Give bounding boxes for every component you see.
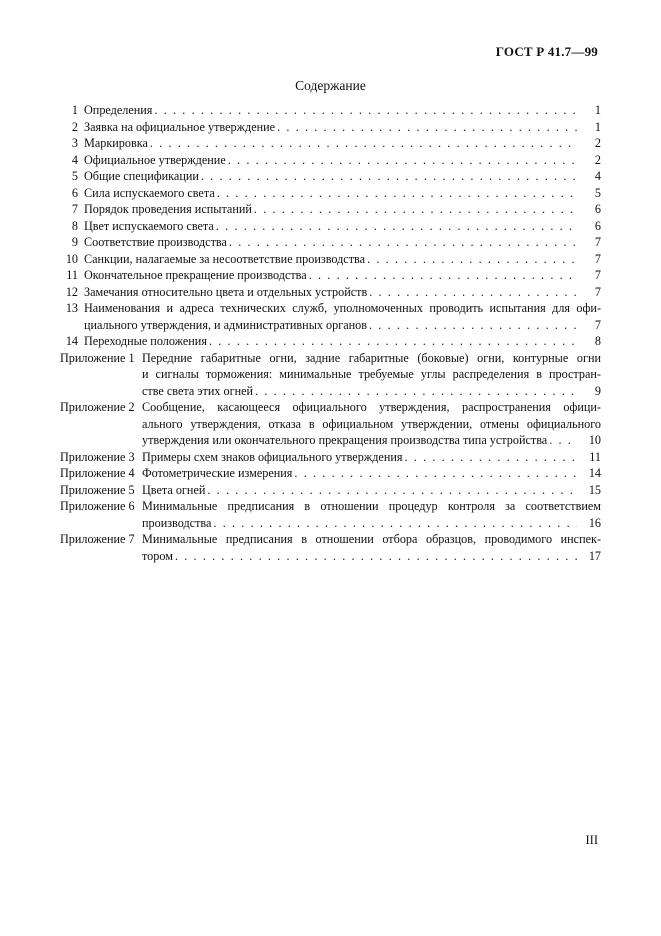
entry-last-line bbox=[142, 449, 601, 466]
entry-title: Официальное утверждение bbox=[84, 152, 226, 167]
entry-title: Порядок проведения испытаний bbox=[84, 202, 252, 216]
entry-title: Маркировка bbox=[84, 136, 148, 150]
entry-last-line bbox=[84, 284, 601, 301]
entry-last-line bbox=[84, 234, 601, 251]
entry-title-line: Передние габаритные огни, задние габаритные (боковые) огни, контурные огни bbox=[142, 350, 601, 365]
entry-body bbox=[84, 102, 601, 119]
entry-body bbox=[84, 152, 601, 169]
page-ref: 4 bbox=[594, 169, 601, 183]
toc-appendix-entry[interactable] bbox=[60, 465, 601, 482]
page-ref: 17 bbox=[588, 548, 601, 563]
appendix-label: Приложение 2 bbox=[60, 400, 135, 414]
entry-last-line bbox=[84, 119, 601, 136]
page-ref: 1 bbox=[594, 103, 601, 117]
toc-appendix-entry[interactable] bbox=[60, 449, 601, 466]
page-ref: 5 bbox=[594, 185, 601, 200]
entry-title: Заявка на официальное утверждение bbox=[84, 119, 276, 134]
section-number: 4 bbox=[71, 152, 78, 167]
leader-dots bbox=[229, 234, 577, 251]
page-number: III bbox=[585, 833, 598, 847]
appendix-label: Приложение 5 bbox=[60, 482, 135, 497]
entry-last-line bbox=[84, 168, 601, 185]
page-ref: 2 bbox=[594, 136, 601, 150]
section-number: 11 bbox=[66, 268, 78, 282]
toc-entry[interactable] bbox=[60, 135, 601, 152]
entry-last-line bbox=[84, 317, 601, 334]
page-ref: 15 bbox=[588, 482, 601, 497]
toc-appendix-entry[interactable] bbox=[60, 350, 601, 400]
entry-title: стве света этих огней bbox=[142, 383, 254, 398]
entry-title: утверждения или окончательного прекращения производства типа устройства bbox=[142, 433, 548, 447]
toc-entry[interactable] bbox=[60, 251, 601, 268]
entry-title: циального утверждения, и административных органов bbox=[84, 317, 367, 332]
entry-title: Цвета огней bbox=[142, 482, 206, 497]
page-ref: 14 bbox=[588, 466, 601, 480]
entry-title: Соответствие производства bbox=[84, 235, 227, 249]
entry-body bbox=[142, 498, 601, 531]
leader-dots bbox=[154, 102, 577, 119]
entry-last-line bbox=[84, 152, 601, 169]
entry-body bbox=[84, 267, 601, 284]
entry-title-line: и сигналы торможения: минимальные требуемые углы распределения в простран- bbox=[142, 367, 601, 381]
toc-entry[interactable] bbox=[60, 234, 601, 251]
entry-last-line bbox=[142, 465, 601, 482]
toc-appendix-entry[interactable] bbox=[60, 399, 601, 449]
entry-last-line bbox=[142, 482, 601, 499]
entry-body bbox=[84, 135, 601, 152]
leader-dots bbox=[277, 119, 577, 136]
section-number: 1 bbox=[71, 103, 78, 117]
document-code: ГОСТ Р 41.7—99 bbox=[495, 44, 598, 59]
leader-dots bbox=[175, 548, 577, 565]
entry-last-line bbox=[142, 548, 601, 565]
toc-entry[interactable] bbox=[60, 152, 601, 169]
page-ref: 7 bbox=[594, 317, 601, 332]
entry-title: производства bbox=[142, 515, 212, 530]
table-of-contents bbox=[60, 102, 601, 564]
entry-last-line bbox=[84, 251, 601, 268]
page-ref: 2 bbox=[594, 152, 601, 167]
leader-dots bbox=[254, 201, 577, 218]
entry-title-line: Сообщение, касающееся официального утверждения, распространения офици- bbox=[142, 400, 601, 414]
section-number: 12 bbox=[65, 284, 78, 299]
entry-body bbox=[84, 333, 601, 350]
leader-dots bbox=[549, 432, 577, 449]
appendix-label: Приложение 6 bbox=[60, 499, 135, 513]
toc-appendix-entry[interactable] bbox=[60, 482, 601, 499]
section-number: 9 bbox=[71, 235, 78, 249]
toc-entry[interactable] bbox=[60, 119, 601, 136]
entry-last-line bbox=[84, 185, 601, 202]
entry-title-line: ального утверждения, отказа в официальном утверждении, отмены официального bbox=[142, 416, 601, 431]
entry-body bbox=[142, 449, 601, 466]
toc-title: Содержание bbox=[295, 78, 366, 93]
entry-body bbox=[84, 201, 601, 218]
page-ref: 9 bbox=[594, 383, 601, 398]
section-number: 3 bbox=[71, 136, 78, 150]
toc-entry[interactable] bbox=[60, 168, 601, 185]
leader-dots bbox=[228, 152, 577, 169]
entry-body bbox=[84, 168, 601, 185]
toc-entry[interactable] bbox=[60, 185, 601, 202]
entry-last-line bbox=[84, 102, 601, 119]
leader-dots bbox=[255, 383, 577, 400]
leader-dots bbox=[209, 333, 577, 350]
toc-entry[interactable] bbox=[60, 267, 601, 284]
leader-dots bbox=[201, 168, 577, 185]
section-number: 14 bbox=[65, 334, 78, 348]
leader-dots bbox=[150, 135, 577, 152]
entry-title: Сила испускаемого света bbox=[84, 185, 215, 200]
page-ref: 16 bbox=[588, 515, 601, 530]
entry-body bbox=[84, 284, 601, 301]
entry-last-line bbox=[142, 432, 601, 449]
page-ref: 7 bbox=[594, 284, 601, 299]
entry-body bbox=[142, 531, 601, 564]
entry-body bbox=[84, 234, 601, 251]
section-number: 8 bbox=[71, 218, 78, 233]
entry-title-line: Наименования и адреса технических служб, уполномоченных проводить испытания для офи- bbox=[84, 301, 601, 315]
entry-body bbox=[142, 465, 601, 482]
entry-title: Общие спецификации bbox=[84, 169, 199, 183]
section-number: 7 bbox=[71, 202, 78, 216]
leader-dots bbox=[216, 218, 577, 235]
leader-dots bbox=[207, 482, 577, 499]
page-ref: 7 bbox=[594, 251, 601, 266]
toc-entry[interactable] bbox=[60, 201, 601, 218]
entry-title: Санкции, налагаемые за несоответствие производства bbox=[84, 251, 366, 266]
toc-entry[interactable] bbox=[60, 333, 601, 350]
toc-appendix-entry[interactable] bbox=[60, 498, 601, 531]
entry-last-line bbox=[142, 515, 601, 532]
section-number: 2 bbox=[71, 119, 78, 134]
entry-title: Фотометрические измерения bbox=[142, 466, 293, 480]
entry-last-line bbox=[84, 267, 601, 284]
leader-dots bbox=[404, 449, 577, 466]
section-number: 6 bbox=[71, 185, 78, 200]
section-number: 5 bbox=[71, 169, 78, 183]
page-ref: 7 bbox=[594, 268, 601, 282]
leader-dots bbox=[294, 465, 577, 482]
entry-body bbox=[142, 399, 601, 449]
entry-last-line bbox=[142, 383, 601, 400]
entry-title-line: Минимальные предписания в отношении процедур контроля за соответствием bbox=[142, 499, 601, 513]
entry-title: Окончательное прекращение производства bbox=[84, 268, 307, 282]
leader-dots bbox=[217, 185, 577, 202]
entry-body bbox=[142, 482, 601, 499]
entry-body bbox=[84, 185, 601, 202]
entry-body bbox=[84, 218, 601, 235]
entry-body bbox=[142, 350, 601, 400]
appendix-label: Приложение 7 bbox=[60, 532, 135, 546]
leader-dots bbox=[309, 267, 577, 284]
entry-last-line bbox=[84, 201, 601, 218]
entry-title: Примеры схем знаков официального утверждения bbox=[142, 449, 403, 464]
page-ref: 1 bbox=[594, 119, 601, 134]
section-number: 10 bbox=[65, 251, 78, 266]
page-ref: 6 bbox=[594, 218, 601, 233]
toc-entry[interactable] bbox=[60, 218, 601, 235]
page-ref: 10 bbox=[588, 433, 601, 447]
leader-dots bbox=[369, 317, 577, 334]
entry-title: тором bbox=[142, 548, 173, 563]
leader-dots bbox=[213, 515, 577, 532]
toc-entry[interactable] bbox=[60, 284, 601, 301]
toc-appendix-entry[interactable] bbox=[60, 531, 601, 564]
entry-title: Определения bbox=[84, 103, 153, 117]
appendix-label: Приложение 3 bbox=[60, 449, 135, 464]
appendix-label: Приложение 1 bbox=[60, 350, 135, 365]
toc-entry[interactable] bbox=[60, 300, 601, 333]
entry-last-line bbox=[84, 135, 601, 152]
page-ref: 6 bbox=[594, 202, 601, 216]
page-ref: 7 bbox=[594, 235, 601, 249]
leader-dots bbox=[367, 251, 577, 268]
entry-title: Цвет испускаемого света bbox=[84, 218, 214, 233]
entry-body bbox=[84, 251, 601, 268]
appendix-label: Приложение 4 bbox=[60, 466, 135, 480]
entry-last-line bbox=[84, 333, 601, 350]
page-ref: 8 bbox=[594, 334, 601, 348]
entry-title: Замечания относительно цвета и отдельных устройств bbox=[84, 284, 368, 299]
page-ref: 11 bbox=[589, 449, 601, 464]
entry-title-line: Минимальные предписания в отношении отбора образцов, проводимого инспек- bbox=[142, 532, 601, 546]
leader-dots bbox=[369, 284, 577, 301]
section-number: 13 bbox=[65, 301, 78, 315]
entry-last-line bbox=[84, 218, 601, 235]
entry-body bbox=[84, 300, 601, 333]
entry-title: Переходные положения bbox=[84, 334, 207, 348]
entry-body bbox=[84, 119, 601, 136]
toc-entry[interactable] bbox=[60, 102, 601, 119]
